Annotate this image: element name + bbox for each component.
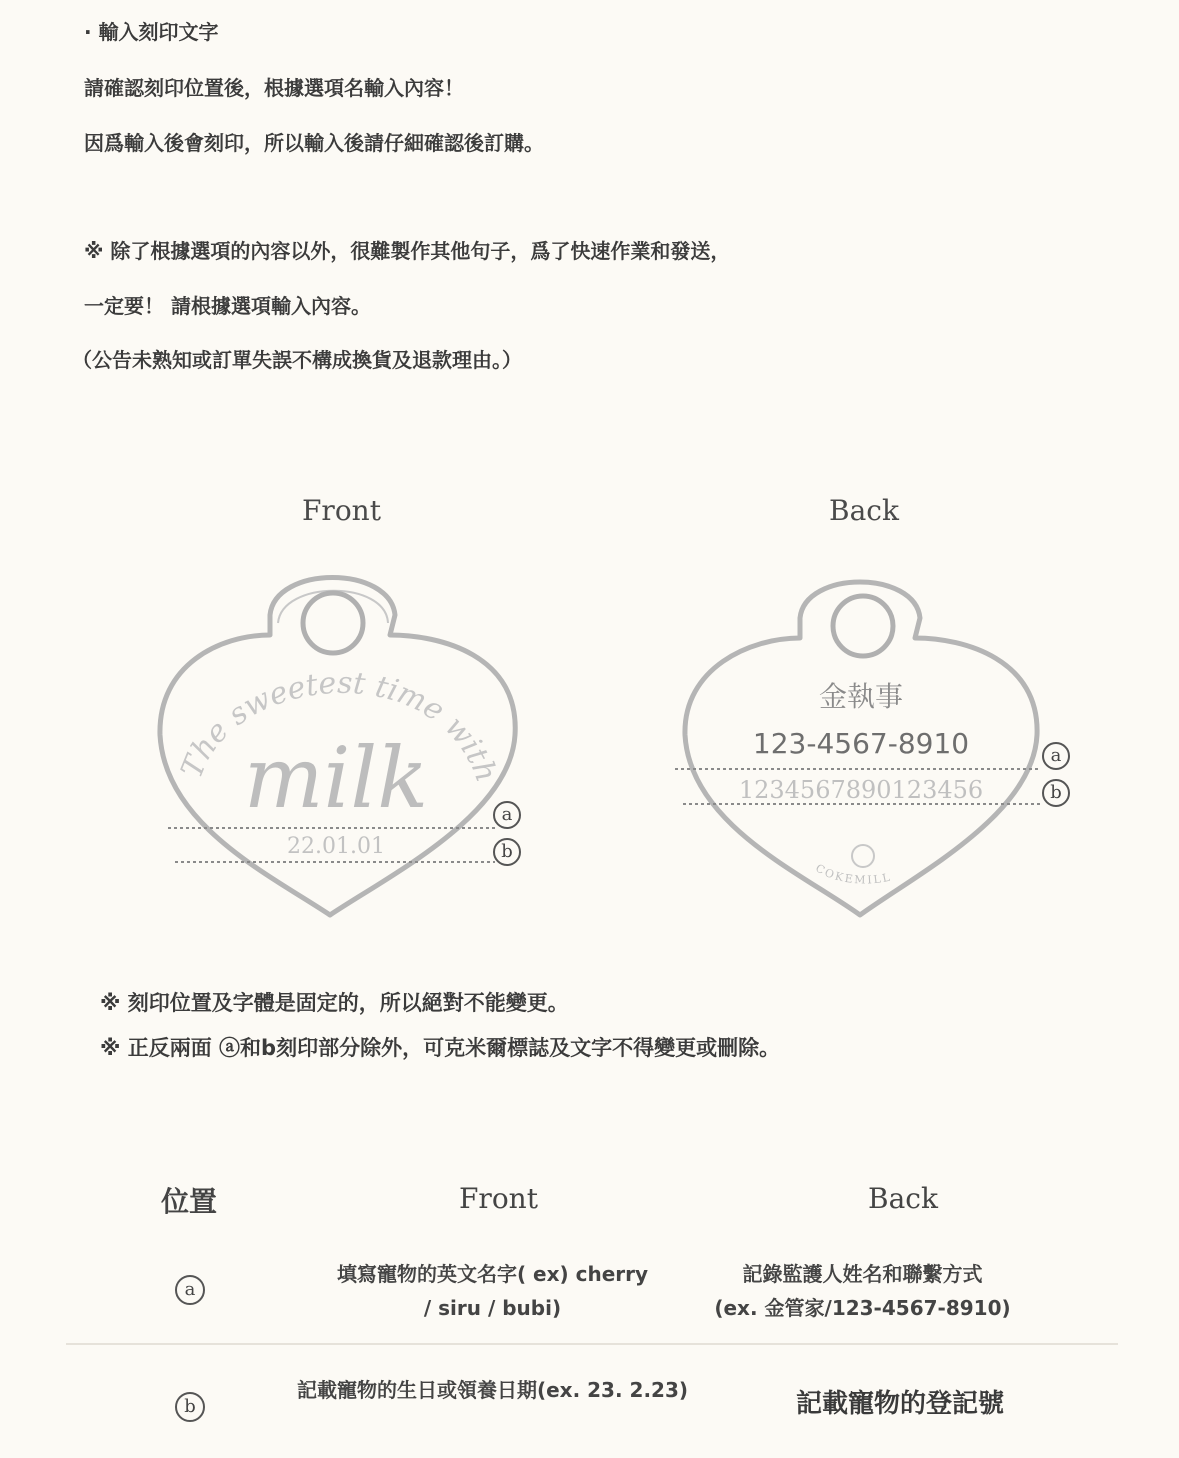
table-row-divider	[66, 1343, 1118, 1345]
back-phone-text: 123-4567-8910	[752, 727, 970, 760]
intro-heading: · 輸入刻印文字	[84, 20, 219, 44]
back-logo-icon	[852, 845, 874, 867]
front-marker-b: b	[493, 838, 521, 866]
row-b-front-cell	[290, 1373, 695, 1407]
back-label: Back	[829, 494, 899, 527]
intro-line-5: （公告未熟知或訂單失誤不構成換貨及退款理由。）	[72, 348, 522, 372]
row-b-back-line-1: 記載寵物的登記號	[795, 1389, 1004, 1419]
back-tag-illustration	[665, 560, 1065, 930]
note-2: ※ 正反兩面 ⓐ和b刻印部分除外，可克米爾標誌及文字不得變更或刪除。	[100, 1036, 781, 1060]
row-a-front-cell	[300, 1257, 685, 1325]
back-logo-text: COKEMILL	[813, 861, 893, 887]
row-a-marker: a	[175, 1275, 205, 1305]
note-1: ※ 刻印位置及字體是固定的，所以絕對不能變更。	[100, 991, 569, 1015]
intro-line-1: 請確認刻印位置後，根據選項名輸入內容！	[84, 76, 464, 100]
header-front: Front	[459, 1182, 538, 1215]
intro-line-2: 因爲輸入後會刻印，所以輸入後請仔細確認後訂購。	[84, 131, 544, 155]
row-a-front-line-2: / siru / bubi)	[423, 1296, 562, 1320]
header-position: 位置	[161, 1185, 218, 1218]
back-marker-b: b	[1042, 779, 1070, 807]
svg-text:COKEMILL	[813, 862, 893, 887]
front-tag-illustration	[140, 555, 540, 935]
row-a-back-line-1: 記錄監護人姓名和聯繫方式	[742, 1262, 983, 1286]
row-b-back-cell	[740, 1386, 1060, 1422]
front-date-text: 22.01.01	[287, 834, 385, 859]
front-marker-a: a	[493, 801, 521, 829]
front-arc-text: The sweetest time with	[174, 665, 504, 787]
front-label: Front	[302, 494, 381, 527]
row-a-front-line-1: 填寫寵物的英文名字( ex) cherry	[336, 1262, 649, 1286]
intro-line-3: ※ 除了根據選項的內容以外，很難製作其他句子，爲了快速作業和發送，	[84, 239, 731, 263]
front-name-text: milk	[243, 729, 429, 827]
row-a-back-cell	[700, 1257, 1025, 1325]
back-number-text: 1234567890123456	[738, 776, 984, 804]
header-back: Back	[868, 1182, 938, 1215]
row-b-front-line-1: 記載寵物的生日或領養日期(ex. 23. 2.23)	[296, 1378, 689, 1402]
intro-line-4: 一定要！ 請根據選項輸入內容。	[84, 294, 371, 318]
back-marker-a: a	[1042, 742, 1070, 770]
row-b-marker: b	[175, 1392, 205, 1422]
row-a-back-line-2: (ex. 金管家/123-4567-8910)	[714, 1296, 1011, 1320]
back-name-text: 金執事	[818, 680, 904, 713]
